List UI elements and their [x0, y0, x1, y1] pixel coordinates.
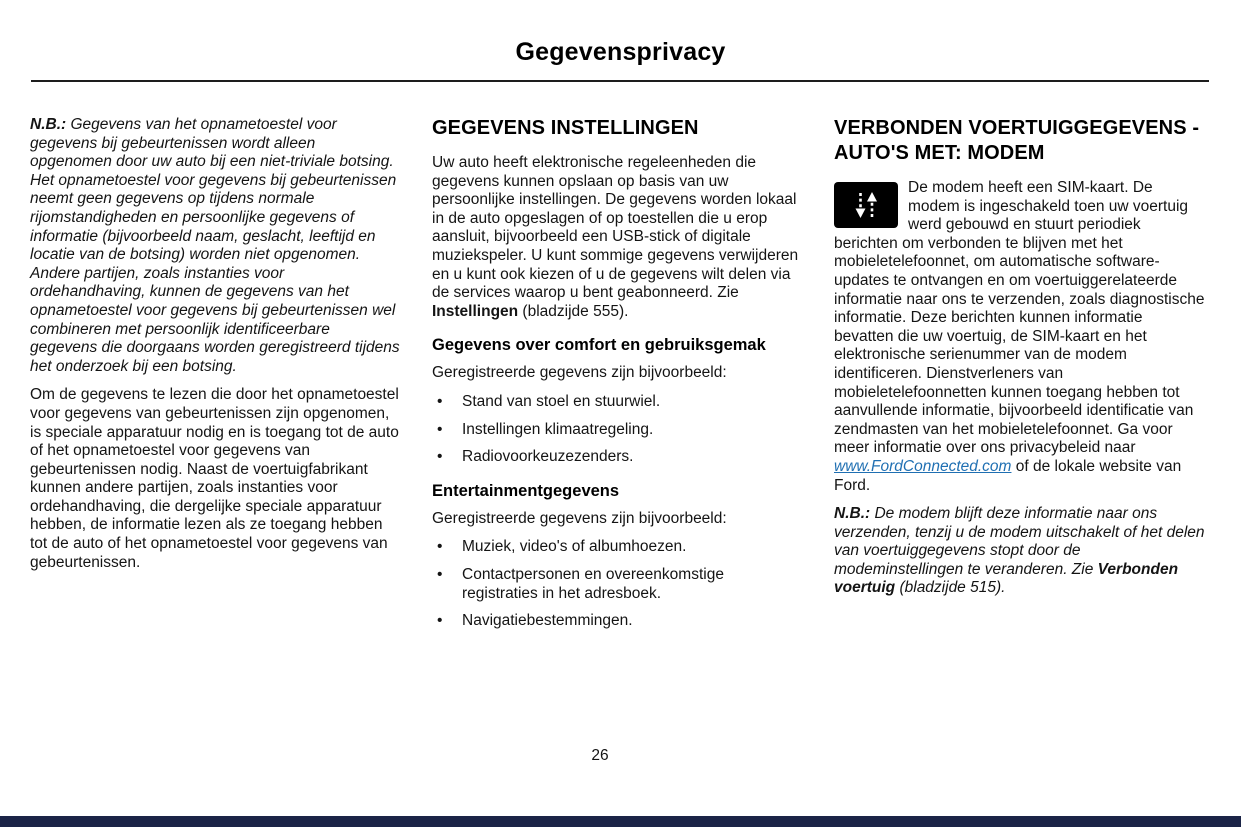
- note-label: N.B.:: [30, 116, 67, 133]
- column-data-settings: [432, 116, 803, 640]
- list-item-text: Muziek, video's of albumhoezen.: [462, 538, 687, 556]
- footer-accent-bar: [0, 816, 1241, 827]
- connected-vehicle-reference: Verbonden voertuig: [834, 560, 1179, 597]
- modem-note: [834, 505, 1205, 598]
- list-item-text: Instellingen klimaatregeling.: [462, 420, 654, 438]
- column-event-data-recorder: [30, 116, 401, 640]
- modem-paragraph-tail: of de lokale website van Ford.: [834, 457, 1182, 494]
- page-number: 26: [591, 747, 609, 764]
- list-item: [432, 421, 803, 440]
- modem-note-text: De modem blijft deze informatie naar ons verzenden, tenzij u de modem uitschakelt of het delen van voertuiggegevens stopt door de modeminstellingen te veranderen. Zie: [834, 505, 1205, 578]
- section-heading-data-settings: GEGEVENS INSTELLINGEN: [432, 117, 699, 139]
- data-settings-paragraph: [432, 154, 803, 321]
- subheading-comfort-data: Gegevens over comfort en gebruiksgemak: [432, 336, 766, 355]
- ford-connected-link[interactable]: www.FordConnected.com: [834, 457, 1012, 475]
- modem-paragraph: [834, 179, 1205, 495]
- bullet-marker: •: [437, 612, 443, 630]
- list-item: [432, 538, 803, 557]
- comfort-list: [432, 393, 803, 467]
- edr-paragraph: Om de gegevens te lezen die door het opnametoestel voor gegevens van gebeurtenissen zijn opgenomen, is speciale apparatuur nodig en is toegang tot de auto of het opnametoestel voor gegevens van gebeurtenissen nodig. Naast de voertuigfabrikant kunnen andere partijen, zoals instanties voor ordehandhaving, die dergelijke speciale apparatuur hebben, de informatie lezen als ze toegang hebben tot de auto of het opnametoestel voor gegevens van gebeurtenissen.: [30, 386, 399, 571]
- column-connected-vehicle-data: [834, 116, 1205, 640]
- list-item-text: Navigatiebestemmingen.: [462, 612, 633, 630]
- bullet-marker: •: [437, 565, 443, 583]
- page-title: Gegevensprivacy: [515, 38, 726, 66]
- bullet-marker: •: [437, 538, 443, 556]
- paragraph-text: Uw auto heeft elektronische regeleenheden die gegevens kunnen opslaan op basis van uw persoonlijke instellingen. De gegevens worden lokaal in de auto opgeslagen of op toestellen die u erop aansluit, bijvoorbeeld een USB-stick of digitale muziekspeler. U kunt sommige gegevens verwijderen en u kunt ook kiezen of u de gegevens wilt delen via de services waarop u bent geabonneerd. Zie: [432, 154, 799, 302]
- bullet-marker: •: [437, 392, 443, 410]
- bullet-marker: •: [437, 448, 443, 466]
- settings-reference: Instellingen: [432, 302, 519, 320]
- list-item: [432, 448, 803, 467]
- data-transfer-arrows-icon: [834, 182, 898, 228]
- bullet-marker: •: [437, 420, 443, 438]
- entertainment-intro: Geregistreerde gegevens zijn bijvoorbeeld:: [432, 509, 727, 527]
- content-columns: [0, 82, 1241, 640]
- subheading-entertainment-data: Entertainmentgegevens: [432, 481, 620, 500]
- page-header: [0, 0, 1241, 82]
- list-item-text: Contactpersonen en overeenkomstige registraties in het adresboek.: [462, 565, 724, 602]
- edr-note-text: Gegevens van het opnametoestel voor gegevens bij gebeurtenissen wordt alleen opgenomen door uw auto bij een niet-triviale botsing. Het opnametoestel voor gegevens bij gebeurtenissen neemt geen gegevens op tijdens normale rijomstandigheden en persoonlijke gegevens of informatie (bijvoorbeeld naam, geslacht, leeftijd en locatie van de botsing) worden niet opgenomen. Andere partijen, zoals instanties voor ordehandhaving, kunnen de gegevens van het opnametoestel voor gegevens bij gebeurtenissen wel combineren met persoonlijk identificeerbare gegevens die doorgaans worden geregistreerd tijdens het onderzoek bij een botsing.: [30, 116, 400, 375]
- entertainment-list: [432, 538, 803, 630]
- comfort-intro: Geregistreerde gegevens zijn bijvoorbeeld:: [432, 364, 727, 382]
- note-label: N.B.:: [834, 505, 871, 523]
- list-item-text: Stand van stoel en stuurwiel.: [462, 392, 661, 410]
- list-item: [432, 566, 803, 603]
- list-item: [432, 393, 803, 412]
- page-reference: (bladzijde 555).: [518, 302, 629, 320]
- list-item: [432, 612, 803, 631]
- modem-paragraph-text: De modem heeft een SIM-kaart. De modem is ingeschakeld toen uw voertuig werd gebouwd en stuurt periodiek berichten om verbonden te blijven met het mobieletelefoonnet, om automatische software-updates te ontvangen en om voertuiggerelateerde informatie naar ons te verzenden, zoals diagnostische informatie. Deze berichten kunnen informatie bevatten die uw voertuig, de SIM-kaart en het elektronische serienummer van de modem identificeren. Dienstverleners van mobieletelefoonnetten kunnen toegang hebben tot aanvullende informatie, bijvoorbeeld identificatie van zendmasten van het mobieletelefoonnet. Ga voor meer informatie over ons privacybeleid naar: [834, 179, 1205, 457]
- section-heading-connected-vehicle: VERBONDEN VOERTUIGGEGEVENS - AUTO'S MET: MODEM: [834, 117, 1200, 164]
- page-reference: (bladzijde 515).: [895, 579, 1006, 597]
- list-item-text: Radiovoorkeuzezenders.: [462, 448, 634, 466]
- edr-note: [30, 116, 401, 376]
